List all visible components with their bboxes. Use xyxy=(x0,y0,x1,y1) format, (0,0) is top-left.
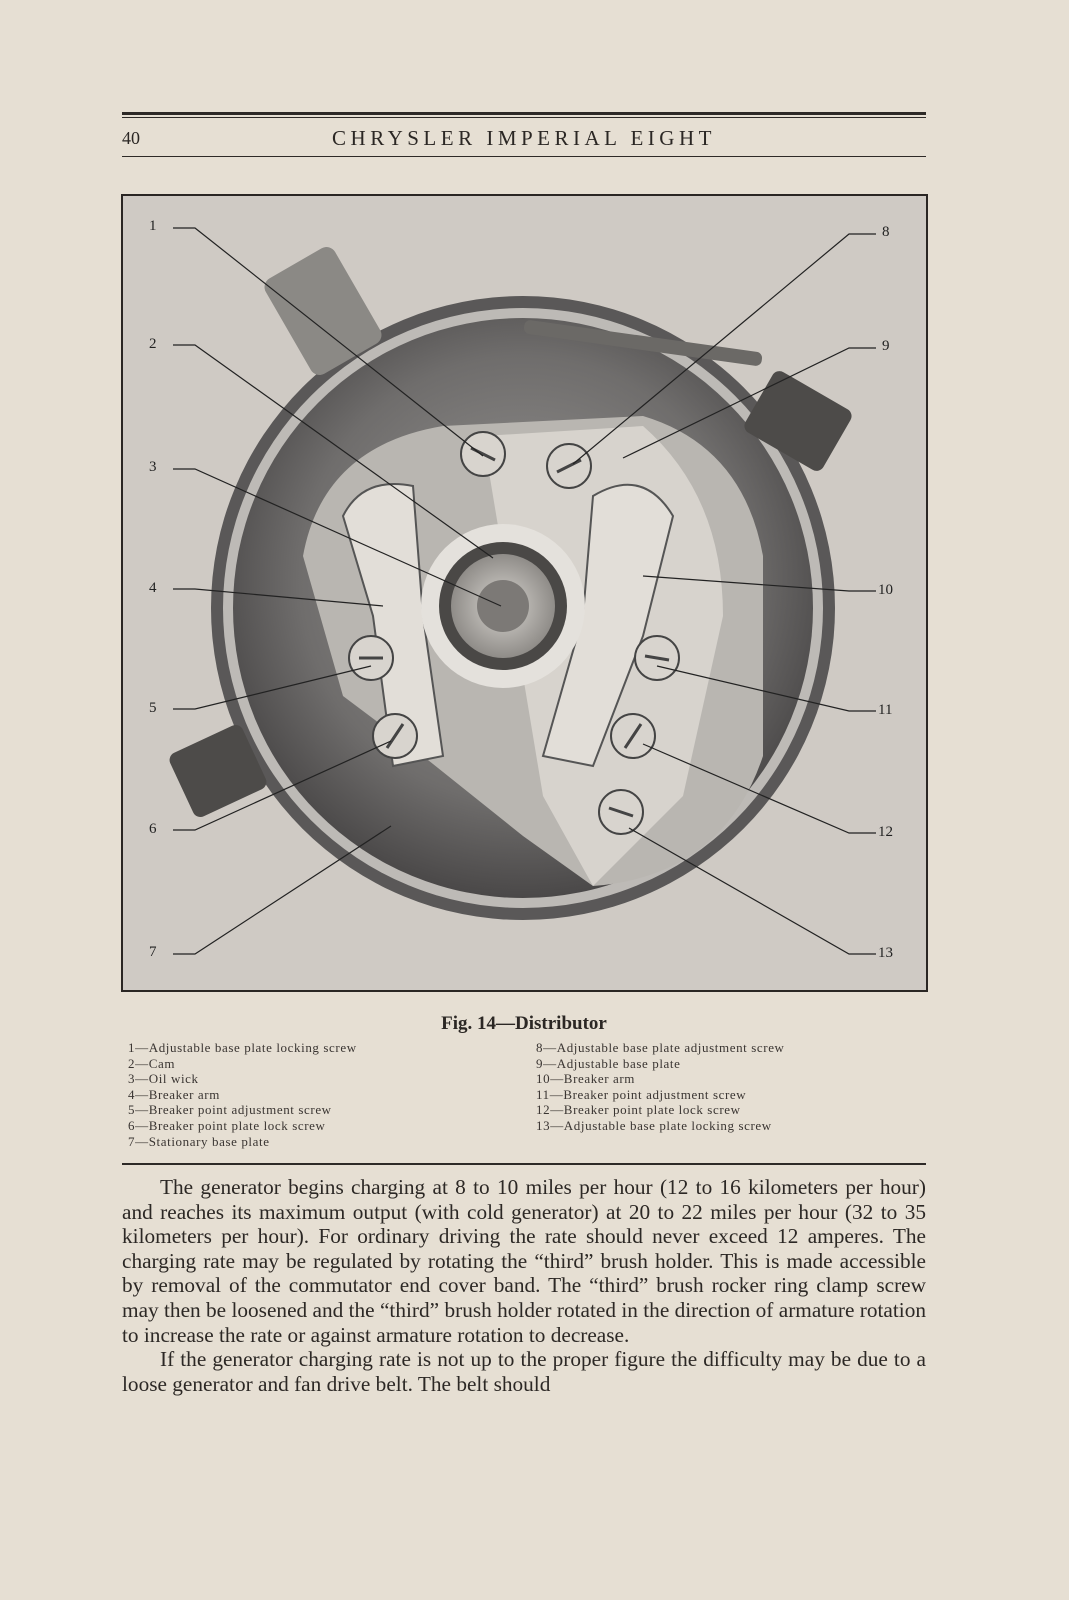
legend-item: 6—Breaker point plate lock screw xyxy=(128,1117,326,1133)
callout-8: 8 xyxy=(882,224,890,240)
legend-item: 1—Adjustable base plate locking screw xyxy=(128,1040,357,1055)
callout-12: 12 xyxy=(878,824,893,840)
callout-7: 7 xyxy=(149,944,157,960)
oil-wick xyxy=(477,580,529,632)
paragraph: If the generator charging rate is not up to the proper figure the difficulty may be due to a loose generator and fan drive belt. The belt should xyxy=(122,1347,926,1396)
legend-item: 11—Breaker point adjustment screw xyxy=(536,1086,747,1102)
legend-item: 9—Adjustable base plate xyxy=(536,1055,681,1071)
header-top-rule xyxy=(122,112,926,115)
callout-6: 6 xyxy=(149,821,157,837)
legend-item: 10—Breaker arm xyxy=(536,1071,635,1087)
callout-3: 3 xyxy=(149,459,157,475)
body-text xyxy=(122,1175,926,1396)
legend-item: 12—Breaker point plate lock screw xyxy=(536,1102,741,1118)
callout-13: 13 xyxy=(878,945,893,961)
callout-10: 10 xyxy=(878,582,893,598)
legend-item: 7—Stationary base plate xyxy=(128,1133,270,1149)
callout-2: 2 xyxy=(149,336,157,352)
page-number: 40 xyxy=(122,128,140,148)
distributor-illustration xyxy=(123,196,926,990)
paragraph: The generator begins charging at 8 to 10 miles per hour (12 to 16 kilometers per hour) and reaches its maximum output (with cold generator) at 20 to 22 miles per hour (32 to 35 kilometers per hour). For ordinary driving the rate should never exceed 12 amperes. The charging rate may be regulated by rotating the “third” brush holder. This is made accessible by removal of the commutator end cover band. The “third” brush rocker ring clamp screw may then be loosened and the “third” brush holder rotated in the direction of armature rotation to increase the rate or against armature rotation to decrease. xyxy=(122,1175,926,1347)
callout-1: 1 xyxy=(149,218,157,234)
legend-item: 13—Adjustable base plate locking screw xyxy=(536,1117,772,1133)
callout-4: 4 xyxy=(149,580,157,596)
figure-caption: Fig. 14—Distributor xyxy=(441,1013,607,1034)
callout-5: 5 xyxy=(149,700,157,716)
header-top-rule-thin xyxy=(122,117,926,118)
legend-left xyxy=(128,1040,357,1149)
legend-right xyxy=(536,1040,785,1134)
legend-item: 2—Cam xyxy=(128,1055,176,1071)
section-rule xyxy=(122,1163,926,1165)
page-header xyxy=(122,126,926,156)
callout-9: 9 xyxy=(882,338,890,354)
header-bottom-rule xyxy=(122,156,926,157)
legend-item: 5—Breaker point adjustment screw xyxy=(128,1102,332,1118)
running-title: CHRYSLER IMPERIAL EIGHT xyxy=(332,126,716,150)
legend-item: 8—Adjustable base plate adjustment screw xyxy=(536,1040,785,1055)
callout-11: 11 xyxy=(878,702,893,718)
distributor-figure xyxy=(121,194,928,992)
legend-item: 3—Oil wick xyxy=(128,1071,199,1087)
legend-item: 4—Breaker arm xyxy=(128,1086,220,1102)
